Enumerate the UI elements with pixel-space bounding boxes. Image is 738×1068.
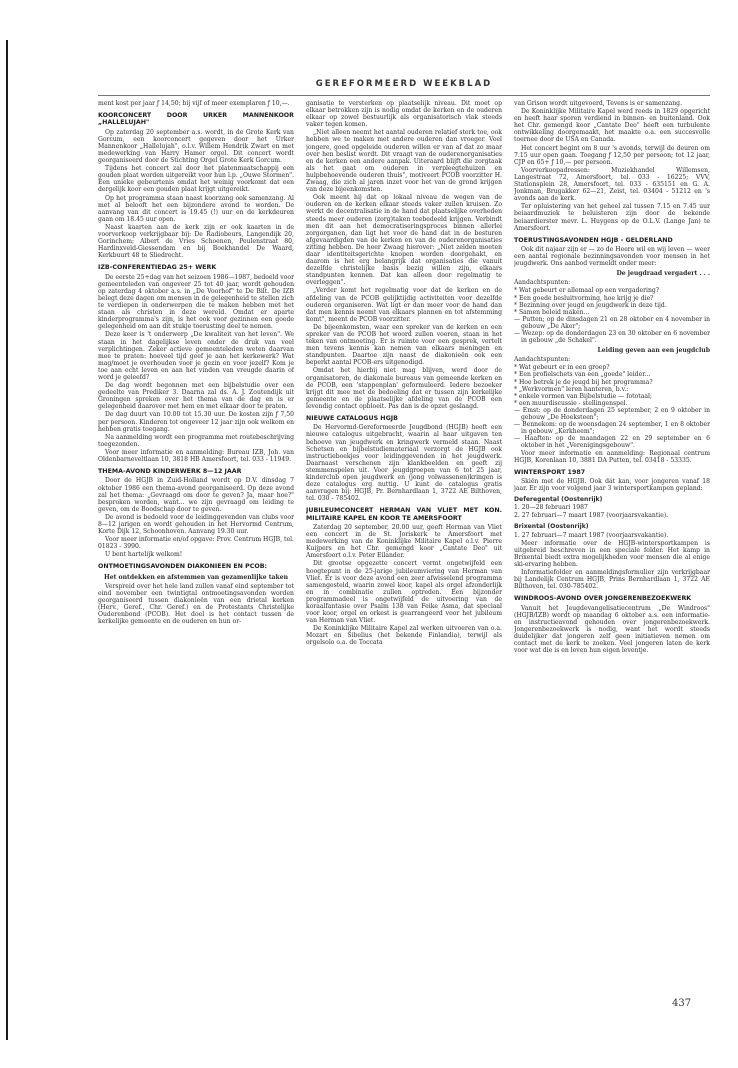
list-item: * Een goede besluitvorming, hoe krijg je die? [514,294,654,302]
paragraph: Ter opluistering van het geheel zal tussen 7.15 en 7.45 uur beiaardmuziek te beluisteren zijn door de bekende beiaardierster mevr. L. Huygens op de O.L.V. (Lange Jan) te Amersfoort. [514,203,710,232]
list-item: — Haaften: op de maandagen 22 en 29 september en 6 oktober in het „Verenigingsgebouw". [514,435,710,450]
article-heading: ONTMOETINGSAVONDEN DIAKONIEEN EN PCOB: [98,563,268,571]
paragraph: U bent hartelijk welkom! [105,551,183,559]
list-item: * Samen beleid maken... [514,308,590,316]
list-item: — Putten; op de dinsdagen 21 en 28 oktober en 4 november in gebouw „De Aker"; [514,315,710,330]
paragraph: „Niet alleen neemt het aantal ouderen relatief sterk toe, ook hebben we te maken met andere ouderen dan vroeger. Veel jongere, goed opgeleide ouderen willen er van af dat zo maar over hen beslist wordt. Dit vraagt van de ouderenorganisaties en de kerken een andere aanpak. Uiteraard blijft die zorgtaak als het gaat om ouderen in verpleegtehuizen en hulpbehoevende ouderen thuis", motiveert PCOB voorzitter H. Zwaag, die zich al jaren inzet voor het van de grond krijgen van deze bijeenkomsten. [306,129,502,194]
list-title: Aandachtspunten: [514,279,571,287]
list-item: 2. 27 februari—7 maart 1987 (voorjaarsvakantie). [514,512,669,520]
paragraph: De eerste 25+dag van het seizoen 1986—1987, bedoeld voor gemeenteleden van ongeveer 25 tot 40 jaar, wordt gehouden op zaterdag 4 oktober a.s. in „De Voorhof" te De Bilt. De IZB belegt deze dagen om mensen in de gelegenheid te stellen zich te verdiepen in onderwerpen die te maken hebben met het staan als christen in deze wereld. Omdat er aparte kinderprogramma's zijn, is het ook voor gezinnen een goede gelegenheid om aan dit stukje toerusting deel te nemen. [98,273,294,331]
masthead-rule [98,95,710,96]
article-subheading: Het ontdekken en afstemmen van gezamenlijke taken [103,573,289,581]
paragraph: Voor meer informatie en aanmelding: Bureau IZB, Joh. van Oldenbarneveltlaan 10, 3818 HB Amersfoort, tel. 033 - 11949. [98,448,294,464]
column-2 [306,100,502,1020]
column-1 [98,100,294,1020]
list-item: * „Werkvormen" leren hanteren, b.v.: [514,385,629,393]
list-item: * enkele vormen van Bijbelstudie — fototaal; [514,392,652,400]
list-item: 1. 20—28 februari 1987 [514,504,588,512]
paragraph: Ook meent hij dat op lokaal niveau de wegen van de ouderen en de kerken elkaar steeds vaker zullen kruisen. Zo werkt de decentralisatie in de hand dat plaatselijke overheden steeds meer ouderen (zorg)taken toebedeeld krijgen. Verbindt men dit aan het democratiseringsproces binnen allerlei zorgorganen, dan ligt het voor de hand dat in de besturen afgevaardigden van de kerken en van de ouderenorganisaties zitting hebben. De heer Zwaag hierover: „Niet zelden moeten daar identiteitsgerichte knopen worden doorgehakt, en daarom is het erg belangrijk dat organisaties die vanuit dezelfde christelijke basis bezig willen zijn, elkaars standpunten kennen. Dat kan alleen door regelmatig te overleggen". [306,194,502,287]
column-3 [514,100,710,1020]
paragraph: Tijdens het concert zal door het platenmaatschappij een gouden plaat worden uitgereikt voor hun l.p. „Ouwe Stormen". Een unieke gebeurtenis omdat het weinig voorkomt dat een dergelijk koor een gouden plaat krijgt uitgereikt. [98,165,294,194]
location-label: Brixental (Oostenrijk) [514,523,589,531]
paragraph: De Hervormd-Gereformeerde Jeugdbond (HGJB) heeft een nieuwe catalogus uitgebracht, waarin al haar uitgaven ten behoeve van jeugdwerk en kringwerk vermeld staan. Naast Schetsen en bijbelstudiemateriaal verzorgt de HGJB ook instructieboekjes voor leidinggevenden in het jeugdwerk. Daarnaast verschenen zijn klankbeelden en geeft zij stemmenspelen uit. Voor jeugdgroepen van 6 tot 25 jaar, kinderclub open jeugdwerk en (jong volwassenen)kringen is deze catalogus erg nuttig. U kunt de catalogus gratis aanvragen bij: HGJB, Pr. Bernhardlaan 1, 3722 AE Bilthoven, tel. 030 - 785402. [306,424,502,503]
page-edge-rule [6,40,8,1040]
list-item: * Bezinning over jeugd en jeugdwerk in deze tijd. [514,301,667,309]
paragraph: Naast kaarten aan de kerk zijn er ook kaarten in de voorverkoop verkrijgbaar bij: De Radiobeurs, Langendijk 20, Gorinchem; Albert de Vries Schoenen, Peulenstraat 80, Hardinxveld-Giessendam en bij Boekhandel De Waard, Kerkbuurt 48 te Sliedrecht. [98,223,294,260]
paragraph: Verspreid over het hele land zullen vanaf eind september tot eind november een twintigtal ontmoetingsavonden worden georganiseerd tussen diakonieën van een drietal kerken (Herv., Geref., Chr. Geref.) en de Protestants Christelijke Ouderenbond (PCOB). Het doel is het contact tussen de kerkelijke gemeente en de ouderen en hun or- [98,582,294,626]
paragraph: Vanuit het Jeugdevangelisatiecentrum „De Windroos" (HGJB/IZB) wordt op maandag 6 oktober a.s. een informatie- en instructieavond gehouden over jongerenbezoekwerk. Jongerenbezoekwerk is nodig, want het wordt steeds duidelijker dat jongeren zelf geen initiatieven nemen om contact met de kerk te zoeken. Veel jongeren laten de kerk voor wat die is en leven hun eigen leventje. [514,604,710,655]
paragraph: Door de HGJB in Zuid-Holland wordt op D.V. dinsdag 7 oktober 1986 een thema-avond georganiseerd. Op deze avond zal het thema: „Gevraagd om door te geven? Ja, maar hoe?" besproken worden, want... we zijn gevraagd om leiding te geven, om de Boodschap door te geven. [98,477,294,513]
paragraph: Op het programma staan naast koorzang ook samenzang. Al met al belooft het een bijzondere avond te worden. De aanvang van dit concert is 19.45 (!) uur en de kerkdeuren gaan om 18.45 uur open. [98,194,294,223]
paragraph: De bijeenkomsten, waar een spreker van de kerken en een spreker van de PCOB het woord zullen voeren, staan in het teken van ontmoeting. Er is ruimte voor een gesprek, vertelt men tevens kennis kan nemen van elkaars meningen en standpunten. Daartoe zijn naast de diakonieën ook een beperkt aantal PCOB-ers uitgenodigd. [306,323,502,367]
paragraph: Voor meer informatie en aanmelding: Regionaal centrum HGJB, Korenlaan 10, 3881 DA Putten, tel. 03418 - 53335. [514,449,710,464]
paragraph: De dag duurt van 10.00 tot 15.30 uur. De kosten zijn ƒ 7,50 per persoon. Kinderen tot ongeveer 12 jaar zijn ook welkom en hebben gratis toegang. [98,411,294,433]
paragraph: ment kost per jaar ƒ 14,50; bij vijf of meer exemplaren ƒ 10,—. [98,100,290,107]
list-title: Aandachtspunten: [514,356,571,364]
paragraph: ganisatie te versterken op plaatselijk niveau. Dit moet op elkaar betrokken zijn is nodig omdat de kerken en de ouderen elkaar op zowel bestuurlijk als organisatorisch vlak steeds vaker tegen komen. [306,100,502,129]
paragraph: Dit grootse opgezette concert vormt ongetwijfeld een hoogtepunt in de 25-jarige jubileumviering van Herman van Vliet. Er is voor deze avond een zeer afwisselend programma samengesteld, waarin zowel koor, kapel als orgel afzonderlijk en in combinatie zullen optreden. Een bijzonder programmadeel is ongetwijfeld de uitvoering van de koraalfantasie over Psalm 138 van Feike Asma, dat speciaal voor koor, orgel en orkest is gearrangeerd voor het jubileum van Herman van Vliet. [306,560,502,625]
list-item: * Hoe betrek je de jeugd bij het programma? [514,378,653,386]
article-heading: JUBILEUMCONCERT HERMAN VAN VLIET MET KON. MILITAIRE KAPEL EN KOOR TE AMERSFOORT [306,507,502,522]
paragraph: Op zaterdag 20 september a.s. wordt, in de Grote Kerk van Gorcum, een koorconcert gegeven door het Urker Mannenkoor „Hallelujah", o.l.v. Willem Hendrik Zwart en met medewerking van Harry Hamer orgel. Dit concert wordt georganiseerd door de Stichting Orgel Grote Kerk Gorcum. [98,128,294,165]
paragraph: De Koninklijke Militaire Kapel werd reeds in 1829 opgericht en heeft haar sporen verdiend in binnen- en buitenland. Ook het Chr. gemengd koor „Cantate Deo" heeft een turbulente ontwikkeling doorgemaakt, het maakte o.a. een succesvolle toernee door de USA en Canada. [514,108,710,144]
list-item: * Wat gebeurt er in een groep? [514,364,610,372]
article-heading: THEMA-AVOND KINDERWERK 8—12 JAAR [98,468,242,476]
paragraph: Het concert begint om 8 uur 's avonds, terwijl de deuren om 7.15 uur open gaan. Toegang ƒ 12,50 per persoon; tot 12 jaar, CJP en 65+ ƒ 10,— per persoon. [514,144,710,166]
article-subheading: Leiding geven aan een jeugdclub [597,347,710,355]
article-heading: WINDROOS-AVOND OVER JONGERENBEZOEKWERK [514,595,692,603]
list-item: — Emst: op de donderdagen 25 september, 2 en 9 oktober in gebouw „De Hoeksteen"; [514,406,710,422]
paragraph: De Koninklijke Militaire Kapel zal werken uitvoeren van o.a. Mozart en Sibelius (het bekende Finlandia), terwijl als orgelsolo o.a. de Toccata [306,625,502,647]
article-heading: NIEUWE CATALOGUS HGJB [306,415,398,423]
paragraph: Meer informatie over de HGJB-wintersportkampen is uitgebreid beschreven in een speciale folder. Het kamp in Brixental biedt extra mogelijkheden voor mensen die al enige ski-ervaring hebben. [514,539,710,568]
paragraph: De avond is bedoeld voor de leidinggevenden van clubs voor 8—12 jarigen en wordt gehouden in het Hervormd Centrum, Korte Dijk 12, Schoonhoven. Aanvang 19.30 uur. [98,513,294,536]
paragraph: Skiën met de HGJB. Ook dát kan, voor jongeren vanaf 18 jaar. Er zijn voor volgend jaar 3 wintersportkampen gepland: [514,478,710,493]
article-heading: TOERUSTINGSAVONDEN HGJB - GELDERLAND [514,236,673,244]
masthead: GEREFORMEERD WEEKBLAD [315,79,493,89]
article-heading: IZB-CONFERENTIEDAG 25+ WERK [98,264,217,272]
paragraph: Voorverkoopadressen: Muziekhandel Willemsen, Langestraat 72, Amersfoort, tel. 033 - 16225; VVV, Stationsplein 28, Amersfoort, tel. 033 - 635151 en G. A. Jonkman, Brugakker 62—21, Zeist, tel. 03404 - 51212 en 's avonds aan de kerk. [514,166,710,203]
article-heading: WINTERSPORT 1987 [514,468,586,476]
paragraph: Informatiefolder en aanmeldingsformulier zijn verkrijgbaar bij Landelijk Centrum HGJB, Prins Bernhardlaan 1, 3722 AE Bilthoven, tel. 030-785402. [514,569,710,591]
list-item: * Wat gebeurt er allemaal op een vergadering? [514,287,660,295]
article-heading: KOORCONCERT DOOR URKER MANNENKOOR „HALLELUJAH" [98,112,294,127]
list-item: * een muurdiscussie - stellingenspel. [514,399,628,407]
paragraph: De dag wordt begonnen met een bijbelstudie over een gedeelte van Prediker 3. Daarna zal ds. A. J. Zoutendijk uit Groningen spreken over het thema van de dag en is er gelegenheid daarover met hem en met elkaar door te praten. [98,382,294,411]
list-item: — Wezep: op de donderdagen 23 en 30 oktober en 6 november in gebouw „de Schakel". [514,330,710,345]
article-subheading: De jeugdraad vergadert . . . [616,270,710,278]
paragraph: Zaterdag 20 september, 20.00 uur, geeft Herman van Vliet een concert in de St. Joriskerk te Amersfoort met medewerking van de Koninklijke Militaire Kapel o.l.v. Pierre Kuijpers en het Chr. gemengd koor „Cantate Deo" uit Amersfoort o.l.v. Peter Eilander. [306,523,502,560]
paragraph: Na aanmelding wordt een programma met routebeschrijving toegezonden. [98,433,294,448]
list-item: — Bennekom: op de woensdagen 24 september, 1 en 8 oktober in gebouw „Kerkheem"; [514,421,710,436]
paragraph: „Verder komt het regelmatig voor dat de kerken en de afdeling van de PCOB gelijktijdig activiteiten voor dezelfde ouderen organiseren. Wat ligt er dan meer voor de hand dan dat men kennis neemt van elkaars plannen en tot afstemming komt", meent de PCOB voorzitter. [306,287,502,323]
list-item: 1. 27 februari—7 maart 1987 (voorjaarsvakantie). [514,531,669,539]
page-number: 437 [672,998,692,1009]
paragraph: Omdat het hierbij niet mag blijven, werd door de organisatoren, de diakonale bureaus van gemeende kerken en de PCOB, een 'stappenplan' geformuleerd. Iedere bezoeker krijgt dit mee met de bedoeling dat er tussen zijn kerkelijke gemeente en de plaatselijke afdeling van de PCOB een levendig contact opbloeit. Pas dan is de opzet geslaagd. [306,367,502,410]
paragraph: van Grison wordt uitgevoerd, Tevens is er samenzang. [514,100,683,107]
paragraph: Ook dit najaar zijn er — zo de Heere wil en wij leven — weer een aantal regionale bezinningsavonden voor mensen in het jeugdwerk. Ons aanbod vermeldt onder meer: [514,245,710,268]
paragraph: Deze keer is 't onderwerp „De kwaliteit van het leven". We staan in het dagelijkse leven onder de druk van veel verplichtingen. Zeker actieve gemeenteleden weten daarvan mee te praten: hoeveel tijd geef je aan het kerkewerk? Wat mag/moet je overhouden voor je gezin en voor jezelf? Kom je toe aan echt leven en aan het vinden van vreugde daarin of word je geleefd? [98,331,294,381]
paragraph: Voor meer informatie en/of opgave: Prov. Centrum HGJB, tel. 01823 - 3990. [98,536,294,551]
location-label: Deferegental (Oostenrijk) [514,496,603,504]
list-item: * Een profielschets van een „goede" leider... [514,371,651,379]
